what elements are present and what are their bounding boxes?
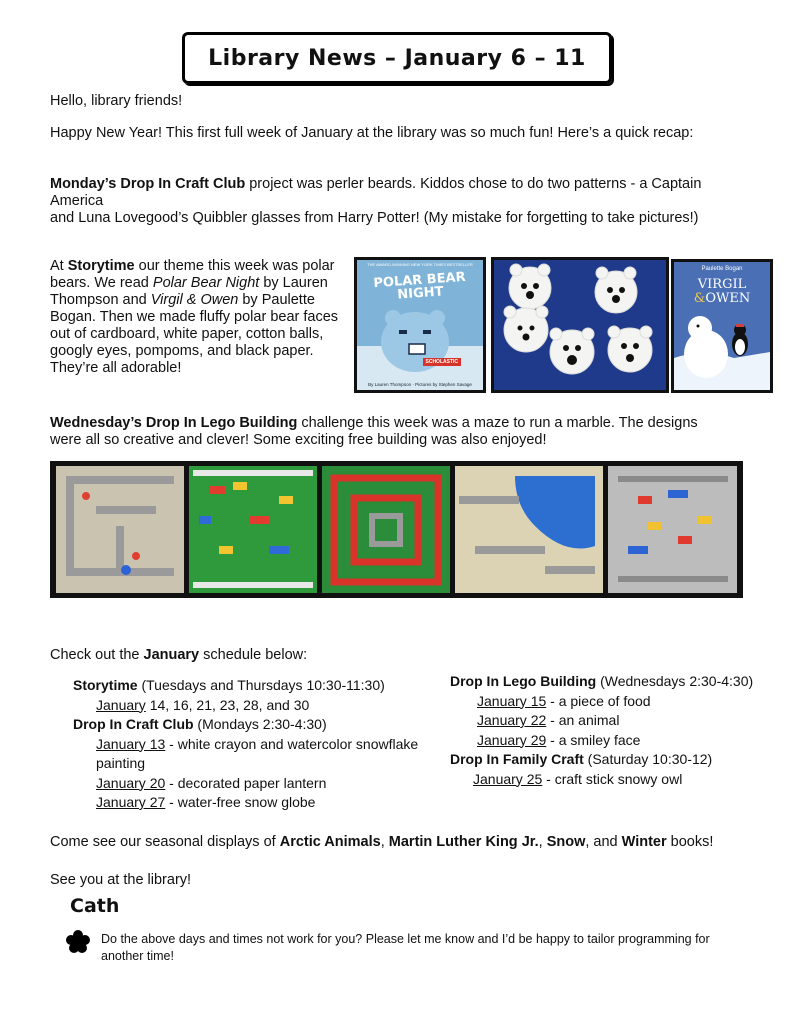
page-title: Library News – January 6 – 11 xyxy=(208,45,586,71)
schedule-item: January 13 - white crayon and watercolor snowflake painting xyxy=(96,735,419,771)
footnote-text: Do the above days and times not work for you? Please let me know and I’d be happy to tailor programming for another time! xyxy=(101,932,710,963)
schedule-item: January 25 - craft stick snowy owl xyxy=(473,770,683,787)
polar-bear-faces-image xyxy=(494,260,666,390)
closing-text: See you at the library! xyxy=(50,872,192,888)
lego-maze-photo-4 xyxy=(455,466,603,593)
polar-bear-illustration xyxy=(357,260,483,390)
lego-maze-photo-5 xyxy=(608,466,737,593)
family-craft-schedule-heading: Drop In Family Craft (Saturday 10:30-12) xyxy=(450,751,713,767)
schedule-left-column xyxy=(73,676,453,813)
book-title-virgil-owen: Virgil & Owen xyxy=(150,292,239,308)
schedule-item: January 29 - a smiley face xyxy=(477,731,641,748)
greeting: Hello, library friends! xyxy=(50,93,183,109)
displays-text: Come see our seasonal displays of Arctic Animals, Martin Luther King Jr., Snow, and Winter books! xyxy=(50,834,714,850)
storytime-schedule-heading: Storytime (Tuesdays and Thursdays 10:30-11:30) xyxy=(73,677,385,693)
lego-maze-photo-2 xyxy=(189,466,317,593)
lego-maze-photo-3 xyxy=(322,466,450,593)
schedule-item: January 20 - decorated paper lantern xyxy=(96,774,327,791)
storytime-heading: Storytime xyxy=(67,258,135,274)
schedule-item: January 15 - a piece of food xyxy=(477,692,651,709)
lego-photo-strip xyxy=(50,461,743,598)
storytime-paragraph: At Storytime our theme this week was polar bears. We read Polar Bear Night by Lauren Thompson and Virgil & Owen by Paulette Bogan. Then we made fluffy polar bear faces out of cardboard, white paper, cotton balls, googly eyes, pompoms, and black paper. They’re all adorable! xyxy=(50,258,339,376)
monday-heading: Monday’s Drop In Craft Club xyxy=(50,176,246,192)
polar-bear-night-cover: THE AWARD-WINNING NEW YORK TIMES BESTSELLER POLAR BEAR NIGHT SCHOLASTIC By Lauren Thompson · Pictures by Stephen Savage xyxy=(354,257,486,393)
lego-maze-photo-1 xyxy=(56,466,184,593)
craft-club-schedule-heading: Drop In Craft Club (Mondays 2:30-4:30) xyxy=(73,716,327,732)
title-banner xyxy=(182,32,612,84)
virgil-owen-cover: Paulette Bogan VIRGIL &OWEN xyxy=(671,259,773,393)
storytime-dates: January 14, 16, 21, 23, 28, and 30 xyxy=(96,696,310,713)
schedule-item: January 22 - an animal xyxy=(477,712,620,728)
wednesday-heading: Wednesday’s Drop In Lego Building xyxy=(50,415,298,431)
wednesday-paragraph: Wednesday’s Drop In Lego Building challenge this week was a maze to run a marble. The designs were all so creative and clever! Some exciting free building was also enjoyed! xyxy=(50,415,698,448)
book-title-polar-bear-night: Polar Bear Night xyxy=(152,275,260,291)
schedule-item: January 27 - water-free snow globe xyxy=(96,794,316,810)
schedule-right-column xyxy=(450,672,770,789)
polar-bear-penguin-illustration xyxy=(674,262,770,390)
flower-icon xyxy=(66,930,90,957)
schedule-intro: Check out the January schedule below: xyxy=(50,647,308,663)
monday-paragraph: Monday’s Drop In Craft Club project was perler beards. Kiddos chose to do two patterns - a Captain America and Luna Lovegood’s Quibbler glasses from Harry Potter! (My mistake for forgetting to take pictures!) xyxy=(50,176,702,226)
intro-text: Happy New Year! This first full week of January at the library was so much fun! Here’s a quick recap: xyxy=(50,125,694,141)
lego-schedule-heading: Drop In Lego Building (Wednesdays 2:30-4:30) xyxy=(450,673,754,689)
polar-bear-craft-photo xyxy=(491,257,669,393)
signature: Cath xyxy=(70,895,120,917)
